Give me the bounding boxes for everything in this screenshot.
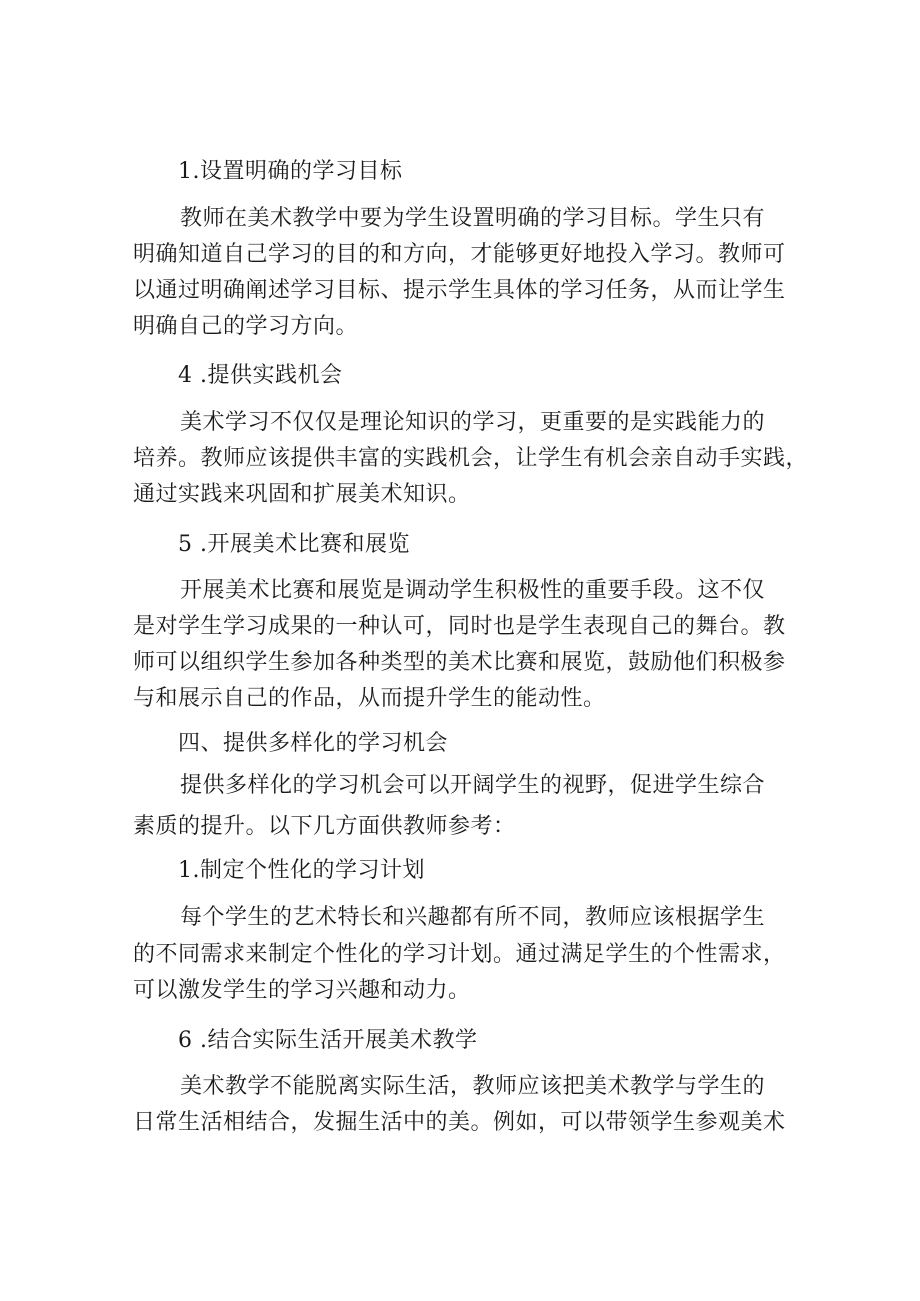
paragraph-line: 美术学习不仅仅是理论知识的学习，更重要的是实践能力的 — [180, 410, 766, 435]
section-heading: 5 .开展美术比赛和展览 — [178, 532, 410, 557]
section-heading: 1.设置明确的学习目标 — [178, 159, 403, 184]
paragraph-line: 素质的提升。以下几方面供教师参考： — [133, 814, 516, 839]
paragraph-line: 提供多样化的学习机会可以开阔学生的视野，促进学生综合 — [180, 773, 766, 798]
paragraph-line: 培养。教师应该提供丰富的实践机会，让学生有机会亲自动手实践， — [133, 446, 809, 471]
paragraph-line: 开展美术比赛和展览是调动学生积极性的重要手段。这不仅 — [180, 578, 766, 603]
section-heading: 6 .结合实际生活开展美术教学 — [178, 1028, 478, 1053]
section-heading: 1.制定个性化的学习计划 — [178, 858, 425, 883]
paragraph-line: 明确自己的学习方向。 — [133, 314, 359, 339]
section-heading: 四、提供多样化的学习机会 — [178, 731, 449, 756]
paragraph-line: 通过实践来巩固和扩展美术知识。 — [133, 482, 471, 507]
paragraph-line: 每个学生的艺术特长和兴趣都有所不同，教师应该根据学生 — [180, 905, 766, 930]
paragraph-line: 师可以组织学生参加各种类型的美术比赛和展览，鼓励他们积极参 — [133, 650, 786, 675]
paragraph-line: 可以激发学生的学习兴趣和动力。 — [133, 978, 471, 1003]
paragraph-line: 是对学生学习成果的一种认可，同时也是学生表现自己的舞台。教 — [133, 614, 786, 639]
paragraph-line: 以通过明确阐述学习目标、提示学生具体的学习任务，从而让学生 — [133, 278, 786, 303]
paragraph-line: 的不同需求来制定个性化的学习计划。通过满足学生的个性需求， — [133, 942, 786, 967]
paragraph-line: 美术教学不能脱离实际生活，教师应该把美术教学与学生的 — [180, 1074, 766, 1099]
paragraph-line: 明确知道自己学习的目的和方向，才能够更好地投入学习。教师可 — [133, 242, 786, 267]
paragraph-line: 教师在美术教学中要为学生设置明确的学习目标。学生只有 — [180, 206, 766, 231]
paragraph-line: 日常生活相结合，发掘生活中的美。例如，可以带领学生参观美术 — [133, 1110, 786, 1135]
section-heading: 4 .提供实践机会 — [178, 363, 343, 388]
paragraph-line: 与和展示自己的作品，从而提升学生的能动性。 — [133, 686, 606, 711]
